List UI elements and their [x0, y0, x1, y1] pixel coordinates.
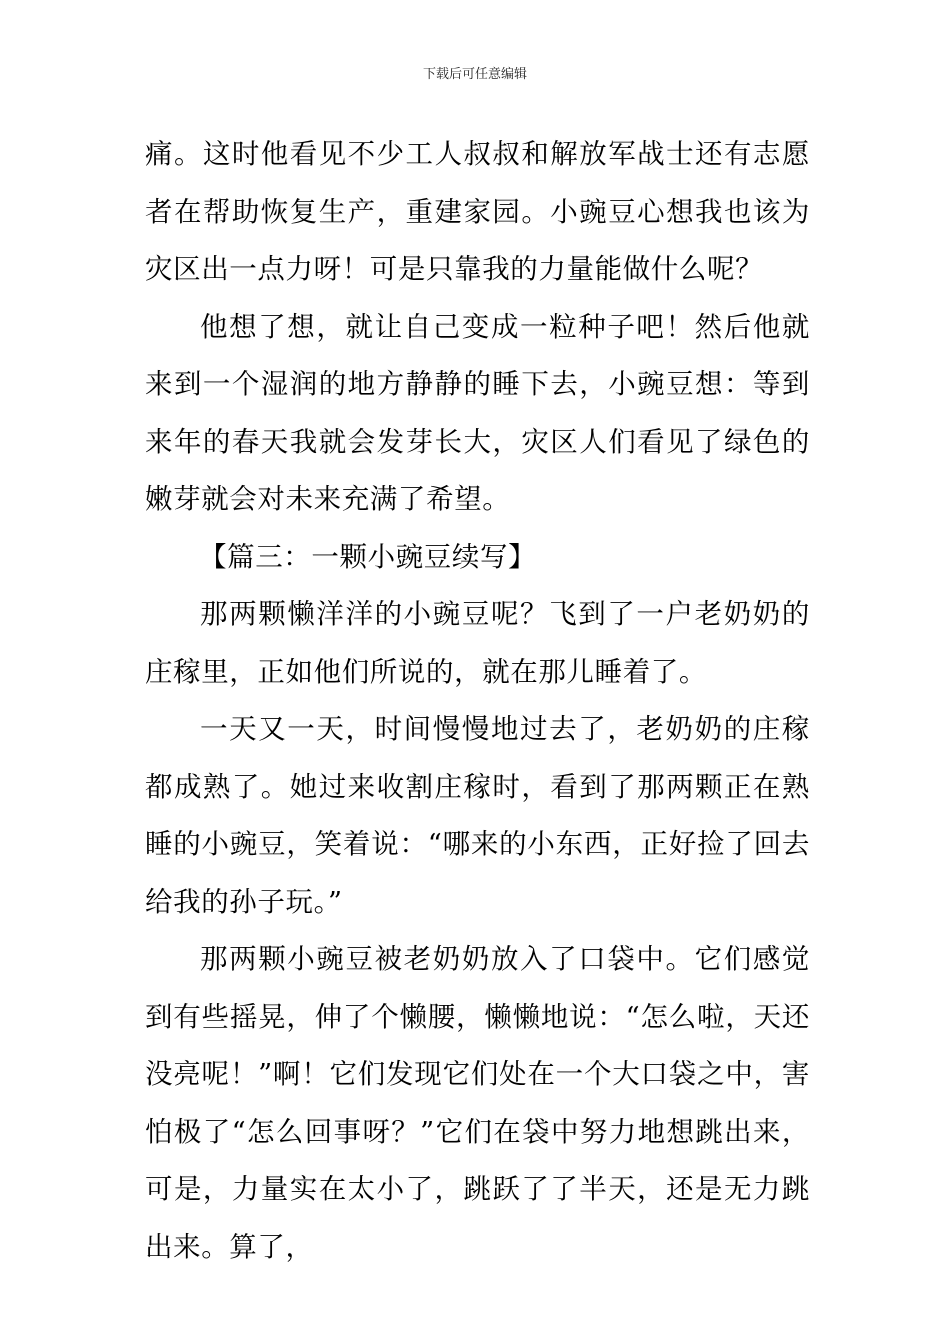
paragraph: 那两颗懒洋洋的小豌豆呢？飞到了一户老奶奶的庄稼里，正如他们所说的，就在那儿睡着了。 [145, 598, 810, 688]
document-body [145, 126, 810, 1276]
paragraph: 那两颗小豌豆被老奶奶放入了口袋中。它们感觉到有些摇晃，伸了个懒腰，懒懒地说：“怎么啦，天还没亮呢！”啊！它们发现它们处在一个大口袋之中，害怕极了“怎么回事呀？”它们在袋中努力地想跳出来，可是，力量实在太小了，跳跃了了半天，还是无力跳出来。算了， [145, 943, 810, 1263]
section-heading: 【篇三：一颗小豌豆续写】 [199, 540, 537, 573]
paragraph: 他想了想，就让自己变成一粒种子吧！然后他就来到一个湿润的地方静静的睡下去，小豌豆想：等到来年的春天我就会发芽长大，灾区人们看见了绿色的嫩芽就会对未来充满了希望。 [145, 310, 810, 515]
page-header: 下载后可任意编辑 [422, 67, 527, 82]
paragraph-continuation: 痛。这时他看见不少工人叔叔和解放军战士还有志愿者在帮助恢复生产，重建家园。小豌豆心想我也该为灾区出一点力呀！可是只靠我的力量能做什么呢？ [145, 138, 810, 285]
paragraph: 一天又一天，时间慢慢地过去了，老奶奶的庄稼都成熟了。她过来收割庄稼时，看到了那两颗正在熟睡的小豌豆，笑着说：“哪来的小东西，正好捡了回去给我的孙子玩。” [145, 713, 810, 918]
